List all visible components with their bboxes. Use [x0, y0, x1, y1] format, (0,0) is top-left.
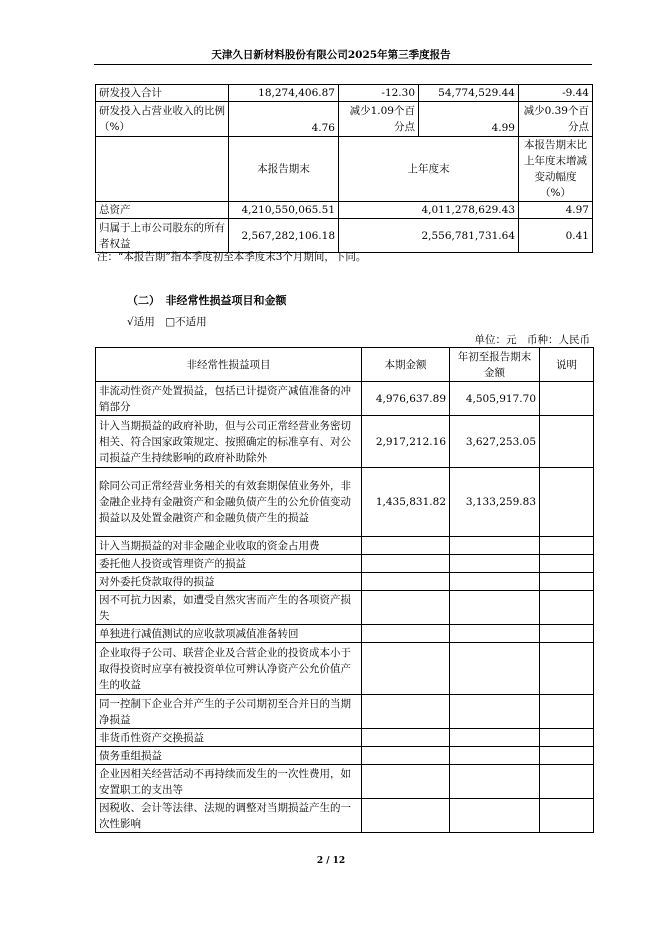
- table-header-row: [96, 348, 594, 382]
- section-title: （二） 非经常性损益项目和金额: [127, 294, 287, 307]
- cell-value: [450, 729, 540, 747]
- cell-value: [450, 695, 540, 729]
- cell-value: [540, 468, 594, 537]
- report-header-title: 天津久日新材料股份有限公司2025年第三季度报告: [211, 49, 451, 61]
- column-header: 本报告期末: [229, 137, 339, 202]
- row-label: 非货币性资产交换损益: [96, 729, 362, 747]
- table-row: [96, 765, 594, 799]
- cell-value: [540, 729, 594, 747]
- table-row: [96, 202, 593, 219]
- column-header: 本期金额: [362, 348, 450, 382]
- cell-value: [540, 643, 594, 695]
- cell-value: 2,917,212.16: [362, 416, 450, 468]
- cell-value: 4,011,278,629.43: [339, 202, 519, 219]
- non-recurring-items-table: [95, 347, 594, 833]
- row-label: 企业因相关经营活动不再持续而发生的一次性费用，如安置职工的支出等: [96, 765, 362, 799]
- table-row: [96, 799, 594, 833]
- cell-value: [362, 695, 450, 729]
- table-row: [96, 555, 594, 573]
- cell-value: 减少0.39个百分点: [519, 102, 593, 137]
- table-header-row: [96, 137, 593, 202]
- cell-value: [450, 625, 540, 643]
- cell-value: 4.76: [229, 102, 339, 137]
- cell-value: [362, 537, 450, 555]
- cell-value: 18,274,406.87: [229, 85, 339, 102]
- cell-value: 1,435,831.82: [362, 468, 450, 537]
- cell-value: 4,976,637.89: [362, 382, 450, 416]
- cell-value: [450, 747, 540, 765]
- row-label: 因不可抗力因素，如遭受自然灾害而产生的各项资产损失: [96, 591, 362, 625]
- row-label: 因税收、会计等法律、法规的调整对当期损益产生的一次性影响: [96, 799, 362, 833]
- cell-value: [362, 799, 450, 833]
- cell-value: [450, 555, 540, 573]
- column-header: 本报告期末比上年度末增减变动幅度（%）: [519, 137, 593, 202]
- table-note: 注：“本报告期”指本季度初至本季度末3个月期间，下同。: [97, 251, 367, 263]
- table-row: [96, 643, 594, 695]
- cell-value: [540, 695, 594, 729]
- row-label: 总资产: [96, 202, 229, 219]
- row-label: 研发投入占营业收入的比例（%）: [96, 102, 229, 137]
- empty-cell: [96, 137, 229, 202]
- cell-value: 54,774,529.44: [419, 85, 519, 102]
- rd-and-assets-table: [95, 84, 593, 253]
- cell-value: [362, 729, 450, 747]
- cell-value: [450, 765, 540, 799]
- cell-value: 4.97: [519, 202, 593, 219]
- cell-value: [540, 747, 594, 765]
- cell-value: [540, 591, 594, 625]
- row-label: 债务重组损益: [96, 747, 362, 765]
- cell-value: 2,567,282,106.18: [229, 219, 339, 253]
- table-row: [96, 219, 593, 253]
- row-label: 归属于上市公司股东的所有者权益: [96, 219, 229, 253]
- cell-value: [450, 591, 540, 625]
- cell-value: -12.30: [339, 85, 419, 102]
- cell-value: 2,556,781,731.64: [339, 219, 519, 253]
- cell-value: [450, 573, 540, 591]
- cell-value: [540, 416, 594, 468]
- cell-value: [362, 625, 450, 643]
- column-header: 上年度末: [339, 137, 519, 202]
- cell-value: 3,627,253.05: [450, 416, 540, 468]
- table-row: [96, 695, 594, 729]
- cell-value: 4,505,917.70: [450, 382, 540, 416]
- table-row: [96, 416, 594, 468]
- cell-value: [362, 765, 450, 799]
- cell-value: [362, 747, 450, 765]
- cell-value: [450, 537, 540, 555]
- cell-value: [540, 799, 594, 833]
- cell-value: [540, 555, 594, 573]
- table-row: [96, 102, 593, 137]
- page-number: 2 / 12: [316, 856, 346, 866]
- column-header: 年初至报告期末金额: [450, 348, 540, 382]
- cell-value: [362, 643, 450, 695]
- table-row: [96, 573, 594, 591]
- row-label: 计入当期损益的对非金融企业收取的资金占用费: [96, 537, 362, 555]
- cell-value: [540, 573, 594, 591]
- column-header: 非经常性损益项目: [96, 348, 362, 382]
- cell-value: [540, 765, 594, 799]
- table-row: [96, 85, 593, 102]
- unit-label: 单位：元 币种：人民币: [474, 334, 590, 346]
- applicability-checkbox: √适用 □不适用: [127, 316, 207, 328]
- cell-value: [450, 799, 540, 833]
- cell-value: 减少1.09个百分点: [339, 102, 419, 137]
- cell-value: 4.99: [419, 102, 519, 137]
- cell-value: [362, 555, 450, 573]
- row-label: 对外委托贷款取得的损益: [96, 573, 362, 591]
- table-row: [96, 729, 594, 747]
- row-label: 计入当期损益的政府补助，但与公司正常经营业务密切相关、符合国家政策规定、按照确定的标准享有、对公司损益产生持续影响的政府补助除外: [96, 416, 362, 468]
- table-row: [96, 625, 594, 643]
- table-row: [96, 537, 594, 555]
- cell-value: 4,210,550,065.51: [229, 202, 339, 219]
- cell-value: [540, 625, 594, 643]
- table-row: [96, 468, 594, 537]
- cell-value: [362, 591, 450, 625]
- cell-value: 3,133,259.83: [450, 468, 540, 537]
- row-label: 除同公司正常经营业务相关的有效套期保值业务外，非金融企业持有金融资产和金融负债产生的公允价值变动损益以及处置金融资产和金融负债产生的损益: [96, 468, 362, 537]
- cell-value: -9.44: [519, 85, 593, 102]
- cell-value: [540, 537, 594, 555]
- cell-value: [450, 643, 540, 695]
- column-header: 说明: [540, 348, 594, 382]
- table-row: [96, 382, 594, 416]
- row-label: 研发投入合计: [96, 85, 229, 102]
- row-label: 委托他人投资或管理资产的损益: [96, 555, 362, 573]
- cell-value: [540, 382, 594, 416]
- row-label: 单独进行减值测试的应收款项减值准备转回: [96, 625, 362, 643]
- cell-value: 0.41: [519, 219, 593, 253]
- header-divider: [94, 64, 592, 65]
- row-label: 非流动性资产处置损益，包括已计提资产减值准备的冲销部分: [96, 382, 362, 416]
- row-label: 同一控制下企业合并产生的子公司期初至合并日的当期净损益: [96, 695, 362, 729]
- table-row: [96, 591, 594, 625]
- row-label: 企业取得子公司、联营企业及合营企业的投资成本小于取得投资时应享有被投资单位可辨认净资产公允价值产生的收益: [96, 643, 362, 695]
- table-row: [96, 747, 594, 765]
- cell-value: [362, 573, 450, 591]
